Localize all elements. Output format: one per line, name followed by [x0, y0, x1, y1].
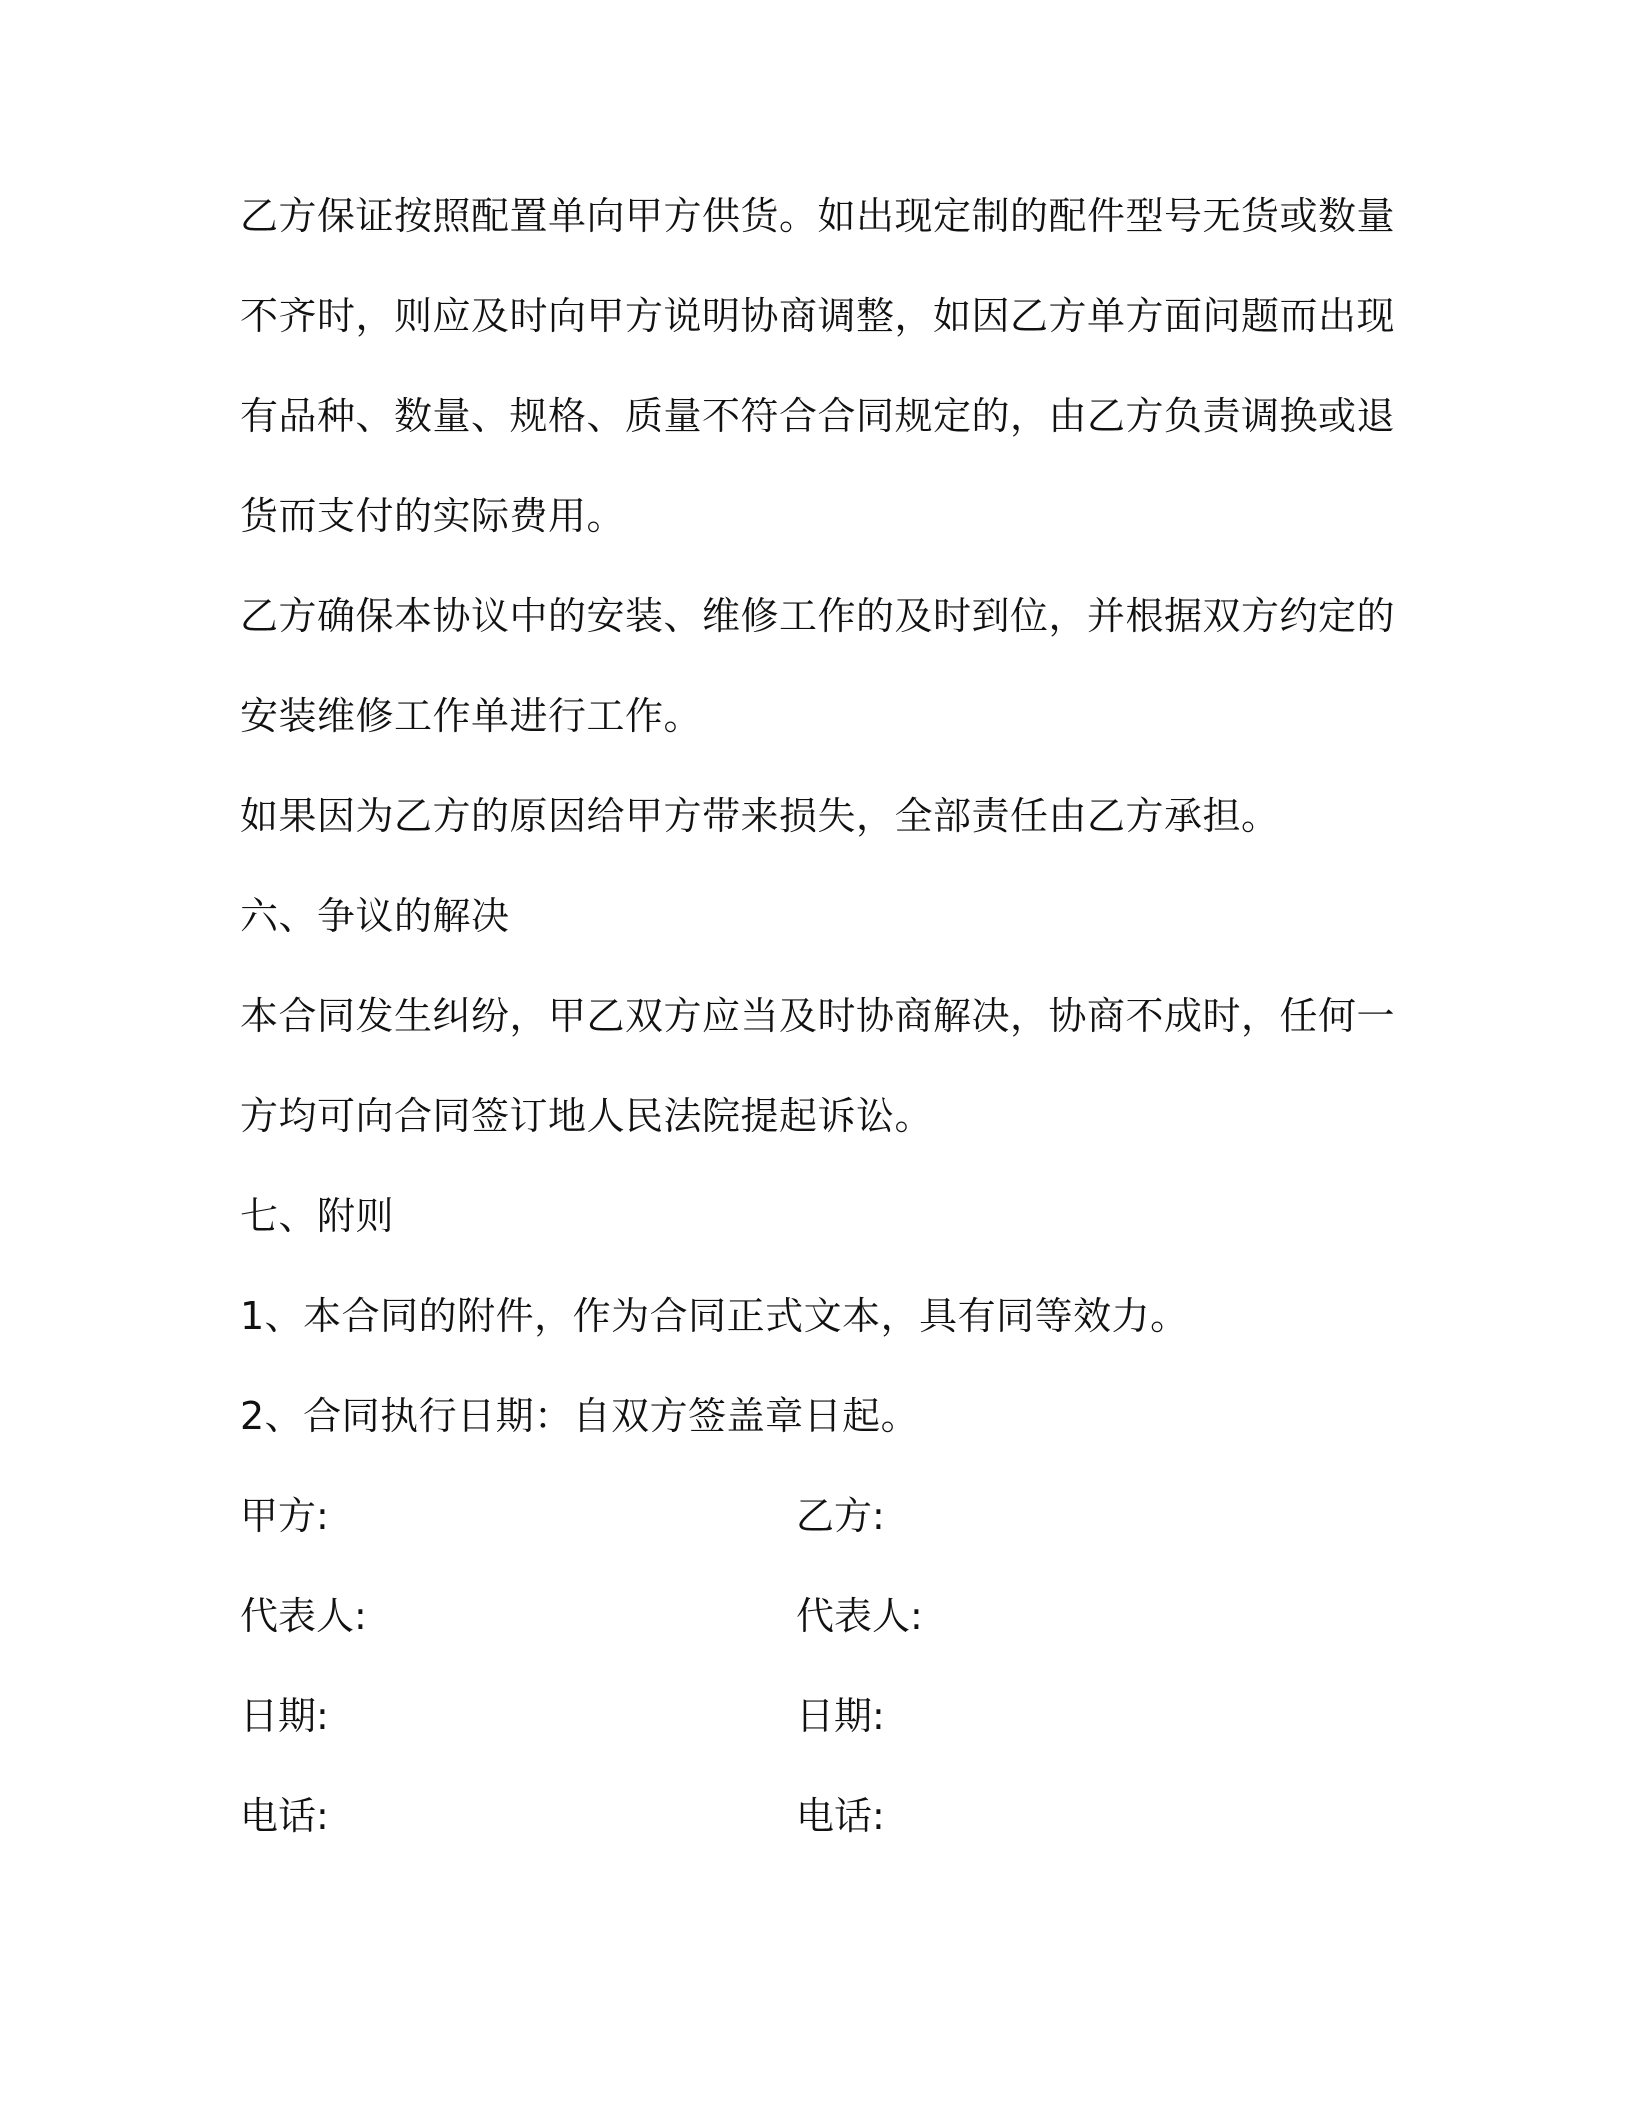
supplementary-item-2: 2、合同执行日期：自双方签盖章日起。 — [240, 1394, 920, 1438]
supply-clause-line-1: 乙方保证按照配置单向甲方供货。如出现定制的配件型号无货或数量 — [240, 194, 1396, 238]
party-b-label: 乙方: — [796, 1494, 885, 1538]
party-a-date-label: 日期: — [240, 1694, 329, 1738]
install-clause-line-1: 乙方确保本协议中的安装、维修工作的及时到位，并根据双方约定的 — [240, 594, 1396, 638]
install-clause-line-2: 安装维修工作单进行工作。 — [240, 694, 703, 738]
supply-clause-line-4: 货而支付的实际费用。 — [240, 494, 626, 538]
party-b-phone-label: 电话: — [796, 1794, 885, 1838]
section-heading-supplementary: 七、附则 — [240, 1194, 395, 1238]
party-b-representative-label: 代表人: — [796, 1594, 923, 1638]
dispute-clause-line-2: 方均可向合同签订地人民法院提起诉讼。 — [240, 1094, 934, 1138]
supply-clause-line-2: 不齐时，则应及时向甲方说明协商调整，如因乙方单方面问题而出现 — [240, 294, 1396, 338]
party-a-representative-label: 代表人: — [240, 1594, 367, 1638]
party-b-date-label: 日期: — [796, 1694, 885, 1738]
section-heading-dispute: 六、争议的解决 — [240, 894, 510, 938]
dispute-clause-line-1: 本合同发生纠纷，甲乙双方应当及时协商解决，协商不成时，任何一 — [240, 994, 1396, 1038]
supplementary-item-1: 1、本合同的附件，作为合同正式文本，具有同等效力。 — [240, 1294, 1189, 1338]
party-a-label: 甲方: — [240, 1494, 329, 1538]
liability-clause: 如果因为乙方的原因给甲方带来损失，全部责任由乙方承担。 — [240, 794, 1280, 838]
party-a-phone-label: 电话: — [240, 1794, 329, 1838]
supply-clause-line-3: 有品种、数量、规格、质量不符合合同规定的，由乙方负责调换或退 — [240, 394, 1396, 438]
